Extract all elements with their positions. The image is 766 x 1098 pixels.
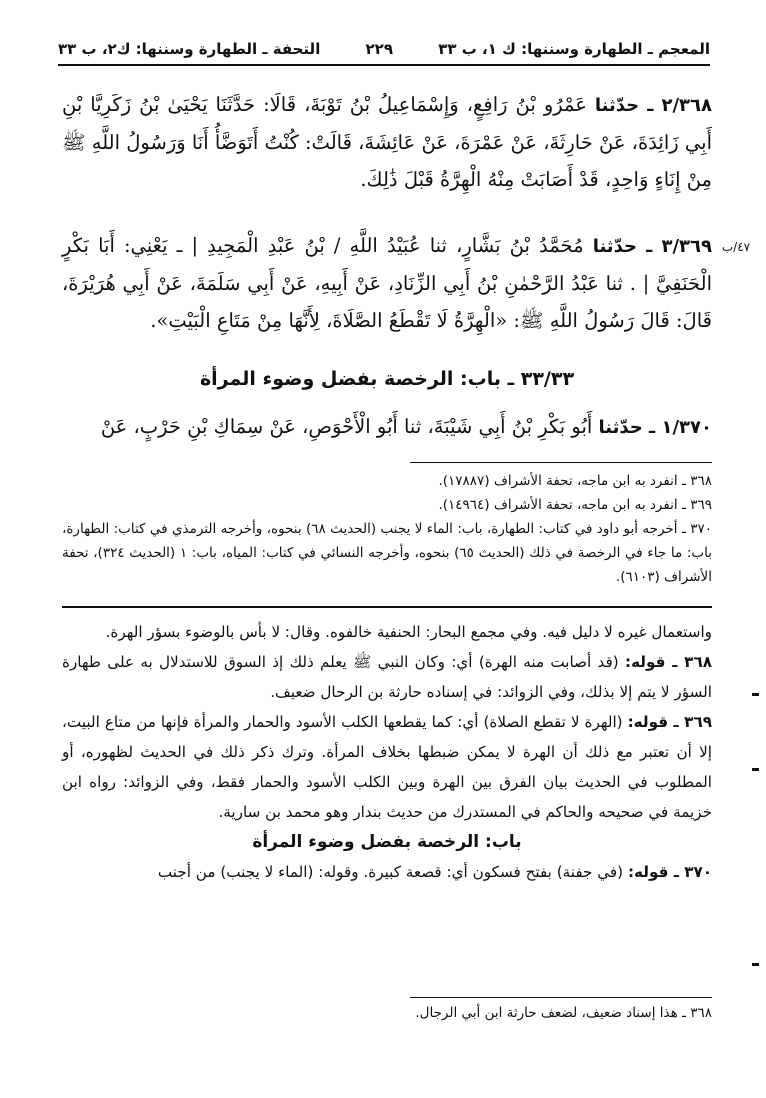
margin-tick [752,693,759,696]
commentary-370 [62,857,712,887]
commentary-label: ٣٦٨ ـ قوله: [625,653,712,671]
zawaid-footnote: ٣٦٨ ـ هذا إسناد ضعيف، لضعف حارثة ابن أبي الرجال. [415,1005,712,1021]
commentary-368 [62,647,712,707]
commentary-intro: واستعمال غيره لا دليل فيه. وفي مجمع البحار: الحنفية خالفوه. وقال: لا بأس بالوضوء بسؤر الهرة. [105,623,712,641]
footnote-separator [410,462,712,463]
header-left: التحفة ـ الطهارة وسننها: ك٢، ب ٣٣ [58,40,321,58]
commentary-text: (قد أصابت منه الهرة) أي: وكان النبي ﷺ يعلم ذلك إذ السوق للاستدلال به على طهارة السؤر لا يتم إلا بذلك، وفي الزوائد: في إسناده حارثة بن الرحال ضعيف. [62,653,712,701]
commentary-separator [62,606,712,608]
hadith-368 [62,86,712,198]
commentary-text: (الهرة لا تقطع الصلاة) أي: كما يقطعها الكلب الأسود والحمار والمرأة فإنها من متاع البيت، إلا أن تعتبر مع ذلك أن الهرة لا يمكن ضبطها بخلاف المرأة. وترك ذكر ذلك في الحديث لظهوره، أو المطلوب في الحديث بيان الفرق بين الهرة وبين الكلب الأسود والحمار فقط، وفي الزوائد: رواه ابن خزيمة في صحيحه والحاكم في المستدرك من حديث بندار وهو محمد بن سارية. [62,713,712,821]
commentary [62,617,712,887]
hadith-text: أَبُو بَكْرِ بْنُ أَبِي شَيْبَةَ، ثنا أَبُو الْأَحْوَصِ، عَنْ سِمَاكِ بْنِ حَرْبٍ، عَنْ [100,415,599,438]
manuscript-folio-note: ٤٧/ب [721,240,751,254]
hadith-369 [62,227,712,339]
takhrij-370: ٣٧٠ ـ أخرجه أبو داود في كتاب: الطهارة، باب: الماء لا يجنب (الحديث ٦٨) بنحوه، وأخرجه الترمذي في كتاب: الطهارة، باب: ما جاء في الرخصة في ذلك (الحديث ٦٥) بنحوه، وأخرجه النسائي في كتاب: المياه، باب: ١ (الحديث ٣٢٤)، تحفة الأشراف (٦١٠٣). [62,521,712,585]
commentary-369 [62,707,712,827]
takhrij-369: ٣٦٩ ـ انفرد به ابن ماجه، تحفة الأشراف (١٤٩٦٤). [438,497,712,513]
hadith-number: ٣/٣٦٩ ـ حدّثنا [592,236,712,257]
header-rule [58,64,710,66]
commentary-text: (في جفنة) بفتح فسكون أي: قصعة كبيرة. وقوله: (الماء لا يجنب) من أجنب [157,863,628,881]
page-number: ٢٢٩ [365,40,393,58]
commentary-label: ٣٦٩ ـ قوله: [627,713,712,731]
header-right: المعجم ـ الطهارة وسننها: ك ١، ب ٣٣ [438,40,710,58]
hadith-text: مُحَمَّدُ بْنُ بَشَّارٍ، ثنا عُبَيْدُ اللَّهِ / بْنُ عَبْدِ الْمَجِيدِ | ـ يَعْنِي: أَبَا بَكْرٍ الْحَنَفِيَّ | . ثنا عَبْدُ الرَّحْمٰنِ بْنُ أَبِي الزِّنَادِ، عَنْ أَبِيهِ، عَنْ أَبِي سَلَمَةَ، عَنْ أَبِي هُرَيْرَةَ، قَالَ: قَالَ رَسُولُ اللَّهِ ﷺ: «الْهِرَّةُ لَا تَقْطَعُ الصَّلَاةَ، لِأَنَّهَا مِنْ مَتَاعِ الْبَيْتِ». [62,234,712,332]
takhrij-notes [62,469,712,589]
zawaid-separator [410,997,712,998]
hadith-370 [62,408,712,446]
commentary-chapter-title: باب: الرخصة بفضل وضوء المرأة [252,832,522,852]
margin-tick [752,768,759,771]
takhrij-368: ٣٦٨ ـ انفرد به ابن ماجه، تحفة الأشراف (١٧٨٨٧). [438,473,712,489]
hadith-number: ١/٣٧٠ ـ حدّثنا [598,417,712,438]
chapter-title: ٣٣/٣٣ ـ باب: الرخصة بفضل وضوء المرأة [199,368,575,390]
hadith-text: عَمْرُو بْنُ رَافِعٍ، وَإِسْمَاعِيلُ بْنُ تَوْبَةَ، قَالَا: حَدَّثَنَا يَحْيَىٰ بْنُ زَكَرِيَّا بْنِ أَبِي زَائِدَةَ، عَنْ حَارِثَةَ، عَنْ عَمْرَةَ، عَنْ عَائِشَةَ، قَالَتْ: كُنْتُ أَتَوَضَّأُ أَنَا وَرَسُولُ اللَّهِ ﷺ مِنْ إِنَاءٍ وَاحِدٍ، قَدْ أَصَابَتْ مِنْهُ الْهِرَّةُ قَبْلَ ذَٰلِكَ. [62,93,712,191]
commentary-label: ٣٧٠ ـ قوله: [627,863,712,881]
running-header [58,36,710,62]
hadith-number: ٢/٣٦٨ ـ حدّثنا [594,95,712,116]
margin-tick [752,963,759,966]
